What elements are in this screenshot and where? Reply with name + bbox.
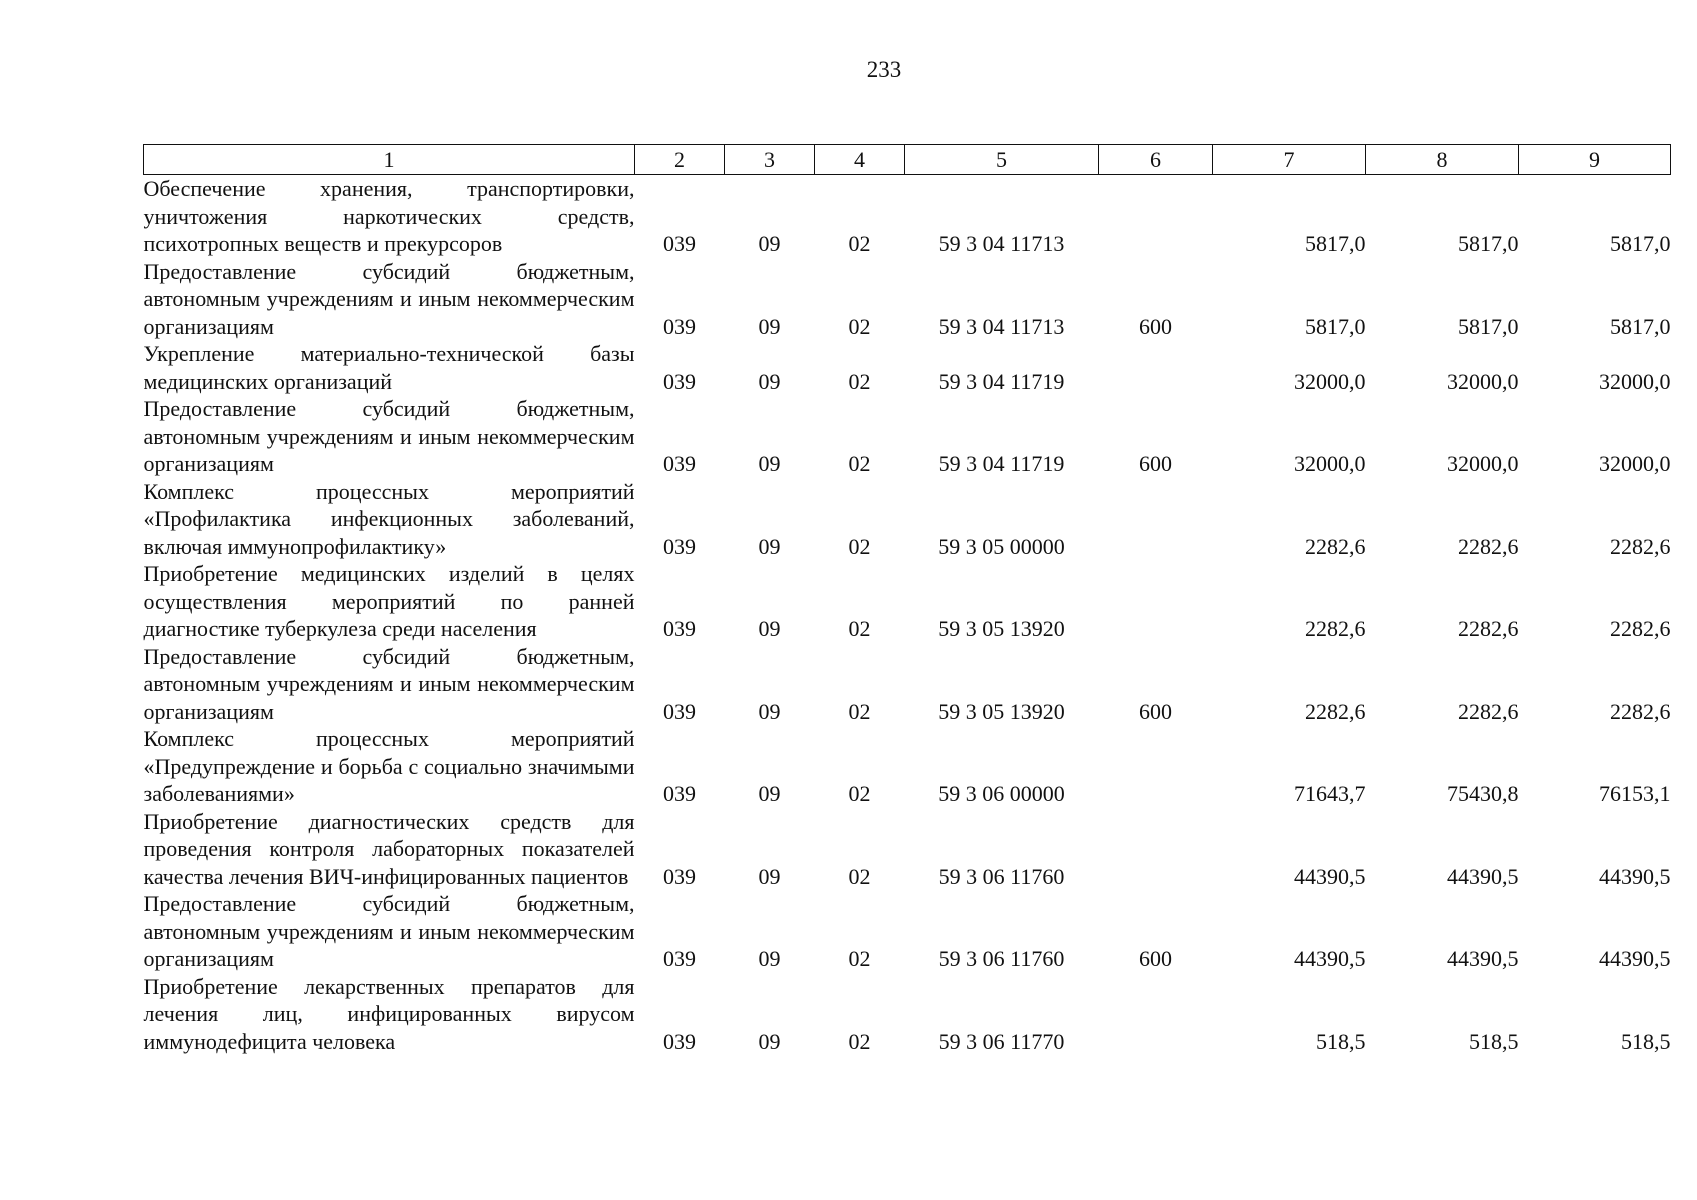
code-expense-type: 600	[1139, 698, 1172, 724]
table-row	[144, 258, 1671, 341]
code-expense-type	[1099, 175, 1213, 258]
code-expense-type	[1099, 340, 1213, 395]
amount-col-8: 518,5	[1469, 1028, 1519, 1054]
code-subsection: 02	[848, 781, 871, 806]
table-row	[144, 478, 1671, 561]
amount-col-8: 32000,0	[1447, 451, 1519, 476]
amount-col-7: 518,5	[1316, 1028, 1366, 1054]
code-target-article: 59 3 06 00000	[938, 781, 1065, 806]
row-description: Приобретение медицинских изделий в целях осуществления мероприятий по ранней диагностике туберкулеза среди населения	[143, 561, 635, 641]
amount-col-8: 5817,0	[1458, 231, 1519, 256]
code-ministry: 039	[663, 781, 696, 806]
code-expense-type	[1099, 973, 1213, 1056]
column-header-4: 4	[815, 145, 905, 175]
code-section: 09	[758, 863, 781, 889]
row-description: Предоставление субсидий бюджетным, автономным учреждениям и иным некоммерческим организациям	[143, 643, 635, 724]
row-description: Комплекс процессных мероприятий «Предупреждение и борьба с социально значимыми заболеваниями»	[143, 726, 635, 806]
amount-col-8: 2282,6	[1458, 533, 1519, 559]
amount-col-7: 32000,0	[1294, 451, 1366, 476]
code-target-article: 59 3 05 13920	[938, 698, 1065, 724]
table-row	[144, 725, 1671, 808]
amount-col-9: 32000,0	[1599, 451, 1671, 476]
amount-col-9: 5817,0	[1610, 231, 1671, 256]
code-expense-type	[1099, 725, 1213, 808]
code-expense-type: 600	[1139, 946, 1172, 971]
amount-col-8: 2282,6	[1458, 698, 1519, 724]
amount-col-7: 71643,7	[1294, 781, 1366, 806]
amount-col-9: 76153,1	[1599, 781, 1671, 806]
code-expense-type	[1099, 478, 1213, 561]
code-target-article: 59 3 06 11760	[938, 946, 1065, 971]
table-row	[144, 973, 1671, 1056]
amount-col-7: 44390,5	[1294, 946, 1366, 971]
code-ministry: 039	[663, 451, 696, 476]
code-subsection: 02	[848, 616, 871, 641]
row-description: Обеспечение хранения, транспортировки, уничтожения наркотических средств, психотропных веществ и прекурсоров	[143, 176, 635, 256]
code-target-article: 59 3 06 11760	[938, 863, 1065, 889]
code-ministry: 039	[663, 863, 696, 889]
row-description: Предоставление субсидий бюджетным, автономным учреждениям и иным некоммерческим организациям	[143, 891, 635, 971]
row-description: Комплекс процессных мероприятий «Профилактика инфекционных заболеваний, включая иммунопрофилактику»	[143, 478, 635, 559]
code-ministry: 039	[663, 616, 696, 641]
code-subsection: 02	[848, 368, 871, 394]
code-subsection: 02	[848, 313, 871, 339]
code-expense-type: 600	[1139, 313, 1172, 339]
code-section: 09	[758, 946, 781, 971]
row-description: Предоставление субсидий бюджетным, автономным учреждениям и иным некоммерческим организациям	[143, 258, 635, 339]
code-subsection: 02	[848, 946, 871, 971]
code-subsection: 02	[848, 231, 871, 256]
code-target-article: 59 3 06 11770	[938, 1028, 1065, 1054]
code-section: 09	[758, 616, 781, 641]
amount-col-9: 2282,6	[1610, 616, 1671, 641]
table-row	[144, 560, 1671, 643]
code-ministry: 039	[663, 1028, 696, 1054]
amount-col-9: 44390,5	[1599, 863, 1671, 889]
code-ministry: 039	[663, 313, 696, 339]
row-description: Предоставление субсидий бюджетным, автономным учреждениям и иным некоммерческим организациям	[143, 396, 635, 476]
code-target-article: 59 3 04 11713	[938, 313, 1065, 339]
code-ministry: 039	[663, 698, 696, 724]
table-row	[144, 175, 1671, 258]
row-description: Укрепление материально-технической базы медицинских организаций	[143, 341, 635, 394]
code-target-article: 59 3 05 00000	[938, 533, 1065, 559]
table-header	[144, 145, 1671, 175]
table-row	[144, 395, 1671, 478]
amount-col-8: 75430,8	[1447, 781, 1519, 806]
code-expense-type	[1099, 808, 1213, 891]
table-row	[144, 340, 1671, 395]
code-ministry: 039	[663, 231, 696, 256]
amount-col-7: 2282,6	[1305, 698, 1366, 724]
column-header-7: 7	[1213, 145, 1366, 175]
amount-col-7: 44390,5	[1294, 863, 1366, 889]
code-target-article: 59 3 04 11713	[938, 231, 1065, 256]
amount-col-7: 32000,0	[1294, 368, 1366, 394]
code-section: 09	[758, 231, 781, 256]
column-header-9: 9	[1519, 145, 1671, 175]
code-ministry: 039	[663, 946, 696, 971]
row-description: Приобретение диагностических средств для проведения контроля лабораторных показателей качества лечения ВИЧ-инфицированных пациентов	[143, 808, 635, 889]
code-section: 09	[758, 368, 781, 394]
code-expense-type	[1099, 560, 1213, 643]
code-subsection: 02	[848, 863, 871, 889]
amount-col-9: 2282,6	[1610, 698, 1671, 724]
amount-col-7: 5817,0	[1305, 313, 1366, 339]
code-target-article: 59 3 05 13920	[938, 616, 1065, 641]
code-subsection: 02	[848, 533, 871, 559]
table-row	[144, 643, 1671, 726]
table-body	[144, 175, 1671, 1056]
amount-col-9: 5817,0	[1610, 313, 1671, 339]
code-subsection: 02	[848, 451, 871, 476]
column-header-6: 6	[1099, 145, 1213, 175]
code-target-article: 59 3 04 11719	[938, 451, 1065, 476]
code-subsection: 02	[848, 1028, 871, 1054]
column-header-8: 8	[1366, 145, 1519, 175]
code-ministry: 039	[663, 368, 696, 394]
amount-col-7: 2282,6	[1305, 616, 1366, 641]
code-section: 09	[758, 533, 781, 559]
amount-col-9: 32000,0	[1599, 368, 1671, 394]
column-header-5: 5	[905, 145, 1099, 175]
amount-col-9: 44390,5	[1599, 946, 1671, 971]
amount-col-8: 5817,0	[1458, 313, 1519, 339]
code-target-article: 59 3 04 11719	[938, 368, 1065, 394]
page-number: 233	[866, 57, 902, 82]
code-section: 09	[758, 698, 781, 724]
code-expense-type: 600	[1139, 451, 1172, 476]
code-subsection: 02	[848, 698, 871, 724]
amount-col-9: 518,5	[1621, 1028, 1671, 1054]
code-section: 09	[758, 313, 781, 339]
header-row	[144, 145, 1671, 175]
column-header-3: 3	[725, 145, 815, 175]
code-section: 09	[758, 451, 781, 476]
column-header-2: 2	[635, 145, 725, 175]
code-section: 09	[758, 781, 781, 806]
amount-col-8: 44390,5	[1447, 946, 1519, 971]
row-description: Приобретение лекарственных препаратов для лечения лиц, инфицированных вирусом иммунодефицита человека	[143, 973, 635, 1054]
code-section: 09	[758, 1028, 781, 1054]
amount-col-8: 44390,5	[1447, 863, 1519, 889]
amount-col-8: 32000,0	[1447, 368, 1519, 394]
table-row	[144, 890, 1671, 973]
amount-col-8: 2282,6	[1458, 616, 1519, 641]
amount-col-7: 5817,0	[1305, 231, 1366, 256]
amount-col-7: 2282,6	[1305, 533, 1366, 559]
column-header-1: 1	[144, 145, 635, 175]
amount-col-9: 2282,6	[1610, 533, 1671, 559]
table-row	[144, 808, 1671, 891]
budget-table	[143, 144, 1671, 1055]
code-ministry: 039	[663, 533, 696, 559]
